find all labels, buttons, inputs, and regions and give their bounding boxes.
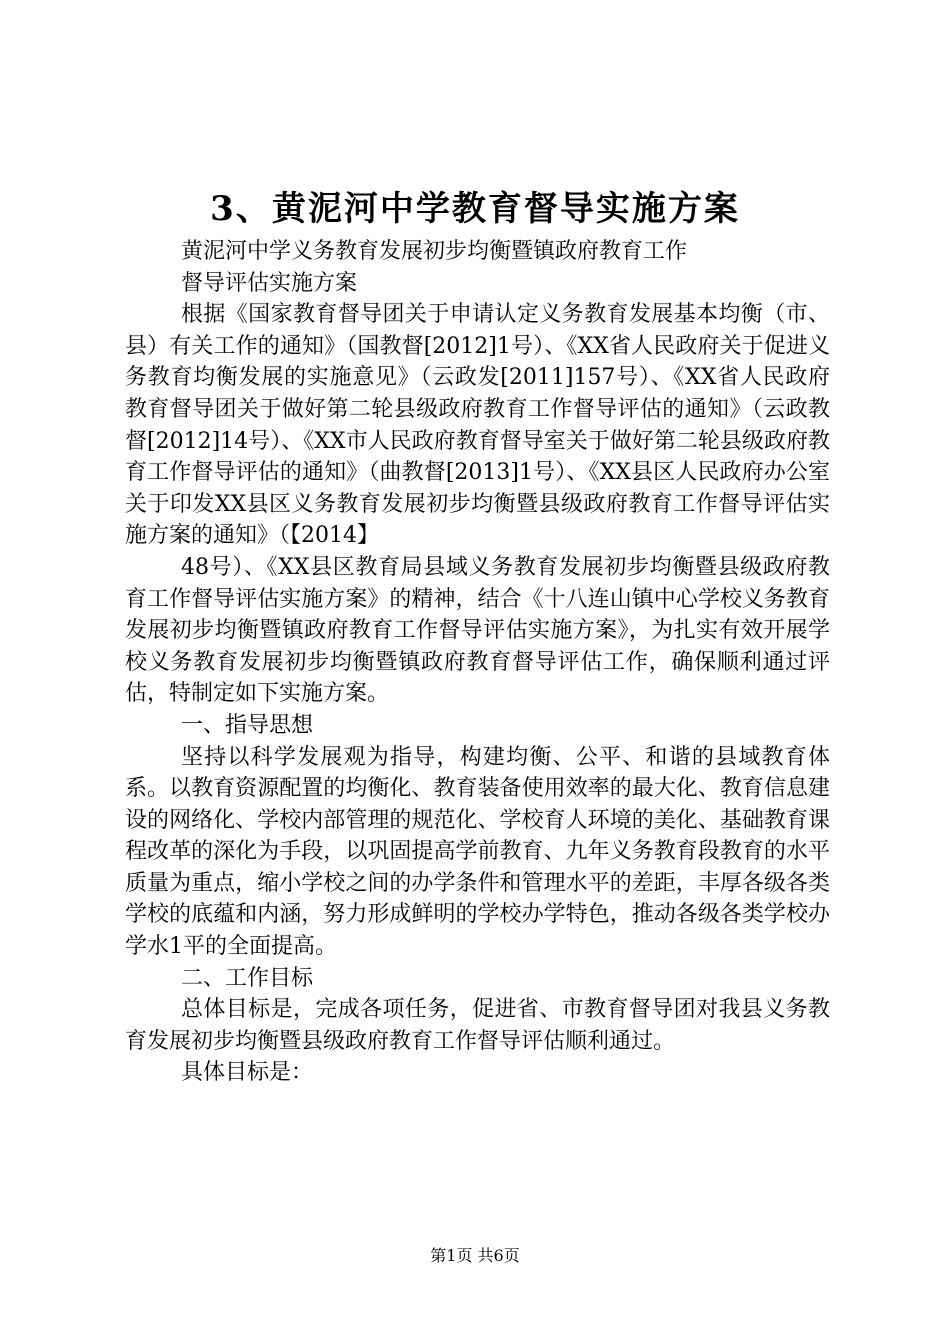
subtitle-line-2: 督导评估实施方案: [181, 270, 358, 296]
paragraph-guiding-ideology: 坚持以科学发展观为指导，构建均衡、公平、和谐的县域教育体系。以教育资源配置的均衡化、教育装备使用效率的最大化、教育信息建设的网络化、学校内部管理的规范化、学校育人环境的美化、基础教育课程改革的深化为手段，以巩固提高学前教育、九年义务教育段教育的水平质量为重点，缩小学校之间的办学条件和管理水平的差距，丰厚各级各类学校的底蕴和内涵，努力形成鲜明的学校办学特色，推动各级各类学校办学水1平的全面提高。: [125, 744, 830, 960]
paragraph-overall-goal: 总体目标是，完成各项任务，促进省、市教育督导团对我县义务教育发展初步均衡暨县级政府教育工作督导评估顺利通过。: [125, 997, 830, 1054]
paragraph-basis: 根据《国家教育督导团关于申请认定义务教育发展基本均衡（市、县）有关工作的通知》（国教督[2012]1号）、《XX省人民政府关于促进义务教育均衡发展的实施意见》（云政发[2011]157号）、《XX省人民政府教育督导团关于做好第二轮县级政府教育工作督导评估的通知》（云政教督[2012]14号）、《XX市人民政府教育督导室关于做好第二轮县级政府教育工作督导评估的通知》（曲教督[2013]1号）、《XX县区人民政府办公室关于印发XX县区义务教育发展初步均衡暨县级政府教育工作督导评估实施方案的通知》（【2014】: [125, 302, 830, 549]
paragraph-basis-continued: 48号）、《XX县区教育局县域义务教育发展初步均衡暨县级政府教育工作督导评估实施方案》的精神，结合《十八连山镇中心学校义务教育发展初步均衡暨镇政府教育工作督导评估实施方案》，为扎实有效开展学校义务教育发展初步均衡暨镇政府教育督导评估工作，确保顺利通过评估，特制定如下实施方案。: [125, 554, 830, 707]
section-heading-guiding-ideology: 一、指导思想: [181, 712, 314, 738]
document-body: [125, 236, 830, 1089]
section-heading-work-goals: 二、工作目标: [181, 965, 314, 991]
paragraph-specific-goals: 具体目标是：: [181, 1060, 314, 1086]
subtitle-line-1: 黄泥河中学义务教育发展初步均衡暨镇政府教育工作: [181, 239, 688, 264]
page-footer: 第1页 共6页: [430, 1246, 520, 1265]
document-title: 3、黄泥河中学教育督导实施方案: [210, 189, 740, 229]
